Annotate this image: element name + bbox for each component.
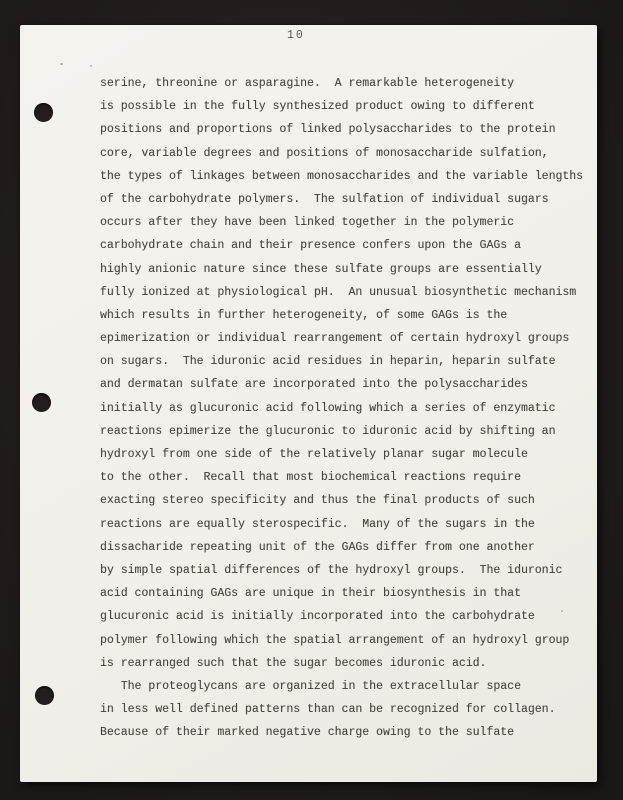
hole-punch-top [34,103,53,122]
text-line: dissacharide repeating unit of the GAGs differ from one another [100,540,535,554]
text-line: is possible in the fully synthesized product owing to different [100,100,535,114]
paper-speck [90,65,92,67]
document-page [20,25,597,782]
text-line: polymer following which the spatial arrangement of an hydroxyl group [100,633,570,647]
hole-punch-bottom [35,686,54,705]
text-line: which results in further heterogeneity, of some GAGs is the [100,308,508,322]
text-line: the types of linkages between monosaccharides and the variable lengths [100,169,584,183]
text-line: and dermatan sulfate are incorporated into the polysaccharides [100,378,528,392]
text-line: occurs after they have been linked together in the polymeric [100,216,515,230]
text-line: core, variable degrees and positions of monosaccharide sulfation, [100,146,549,160]
text-line: glucuronic acid is initially incorporated into the carbohydrate [100,610,535,624]
text-line: reactions epimerize the glucuronic to iduronic acid by shifting an [100,424,556,438]
text-line: by simple spatial differences of the hydroxyl groups. The iduronic [100,563,563,577]
text-line: carbohydrate chain and their presence confers upon the GAGs a [100,239,521,253]
text-line: serine, threonine or asparagine. A remarkable heterogeneity [100,77,515,90]
text-line: of the carbohydrate polymers. The sulfation of individual sugars [100,192,549,206]
text-line: is rearranged such that the sugar becomes iduronic acid. [100,656,487,670]
text-line: reactions are equally sterospecific. Many of the sugars in the [100,517,535,531]
text-line: hydroxyl from one side of the relatively planar sugar molecule [100,448,528,461]
text-line: in less well defined patterns than can be recognized for collagen. [100,703,556,717]
text-line: on sugars. The iduronic acid residues in heparin, heparin sulfate [100,355,556,369]
typewritten-text [100,72,592,744]
text-line: fully ionized at physiological pH. An unusual biosynthetic mechanism [100,285,577,299]
text-line: acid containing GAGs are unique in their biosynthesis in that [100,587,521,601]
page-number: 10 [287,29,305,42]
hole-punch-middle [32,393,51,412]
text-line: epimerization or individual rearrangement of certain hydroxyl groups [100,332,570,346]
text-line: positions and proportions of linked polysaccharides to the protein [100,123,556,137]
text-line: initially as glucuronic acid following which a series of enzymatic [100,401,556,415]
text-line: exacting stereo specificity and thus the final products of such [100,494,535,508]
text-line: highly anionic nature since these sulfate groups are essentially [100,262,542,276]
text-line: The proteoglycans are organized in the extracellular space [100,679,521,693]
text-line: Because of their marked negative charge owing to the sulfate [100,726,515,740]
text-line: to the other. Recall that most biochemical reactions require [100,471,521,485]
paper-speck [60,63,63,65]
